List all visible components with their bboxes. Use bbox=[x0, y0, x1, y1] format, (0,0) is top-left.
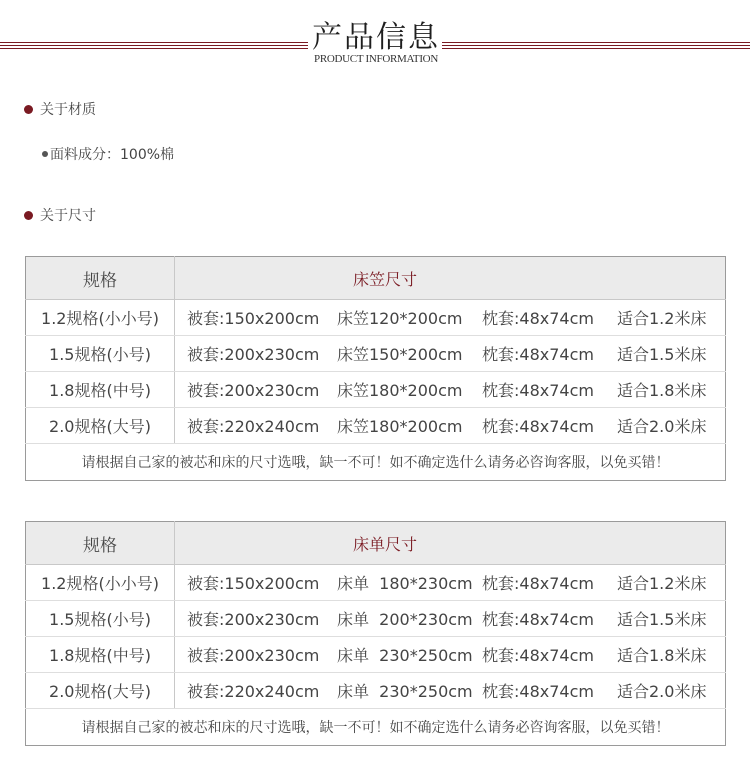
row-details bbox=[175, 601, 726, 637]
pillow-size: 枕套:48x74cm bbox=[482, 381, 594, 400]
header-rule-right bbox=[442, 42, 750, 49]
table-row bbox=[26, 601, 726, 637]
bed-fit: 适合2.0米床 bbox=[617, 417, 707, 436]
fabric-text: 面料成分：100%棉 bbox=[50, 147, 175, 163]
bed-fit: 适合1.5米床 bbox=[617, 345, 707, 364]
pillow-size: 枕套:48x74cm bbox=[482, 417, 594, 436]
fitted-sheet-size-table bbox=[25, 256, 726, 481]
pillow-size: 枕套:48x74cm bbox=[482, 646, 594, 665]
header-rule-left bbox=[0, 42, 308, 49]
bed-fit: 适合2.0米床 bbox=[617, 682, 707, 701]
sheet-size: 床笠180*200cm bbox=[337, 381, 463, 400]
table-row bbox=[26, 372, 726, 408]
bullet-dot-icon bbox=[24, 211, 33, 220]
table-row bbox=[26, 673, 726, 709]
duvet-size: 被套:220x240cm bbox=[187, 682, 320, 701]
row-details bbox=[175, 565, 726, 601]
pillow-size: 枕套:48x74cm bbox=[482, 309, 594, 328]
table-row bbox=[26, 300, 726, 336]
small-bullet-icon bbox=[42, 151, 48, 157]
table-header-row bbox=[26, 257, 726, 300]
material-section-heading bbox=[24, 99, 96, 119]
row-spec: 2.0规格(大号) bbox=[26, 408, 175, 444]
duvet-size: 被套:150x200cm bbox=[187, 574, 320, 593]
column-header-spec: 规格 bbox=[26, 522, 175, 565]
row-details bbox=[175, 673, 726, 709]
column-header-size: 床单尺寸 bbox=[175, 522, 726, 565]
table-header-row bbox=[26, 522, 726, 565]
table-row bbox=[26, 565, 726, 601]
flat-sheet-size-table bbox=[25, 521, 726, 746]
duvet-size: 被套:200x230cm bbox=[187, 345, 320, 364]
table-note-row bbox=[26, 709, 726, 746]
row-spec: 2.0规格(大号) bbox=[26, 673, 175, 709]
pillow-size: 枕套:48x74cm bbox=[482, 682, 594, 701]
row-details bbox=[175, 637, 726, 673]
bed-fit: 适合1.8米床 bbox=[617, 381, 707, 400]
bed-fit: 适合1.5米床 bbox=[617, 610, 707, 629]
sheet-size: 床笠120*200cm bbox=[337, 309, 463, 328]
pillow-size: 枕套:48x74cm bbox=[482, 610, 594, 629]
row-details bbox=[175, 372, 726, 408]
sizing-note: 请根据自己家的被芯和床的尺寸选哦，缺一不可！如不确定选什么请务必咨询客服，以免买错！ bbox=[81, 720, 670, 736]
table-row bbox=[26, 637, 726, 673]
sheet-size: 床笠180*200cm bbox=[337, 417, 463, 436]
bed-fit: 适合1.8米床 bbox=[617, 646, 707, 665]
bullet-dot-icon bbox=[24, 105, 33, 114]
sheet-size: 床单 230*250cm bbox=[337, 646, 473, 665]
sheet-size: 床单 180*230cm bbox=[337, 574, 473, 593]
pillow-size: 枕套:48x74cm bbox=[482, 345, 594, 364]
row-spec: 1.2规格(小小号) bbox=[26, 565, 175, 601]
sheet-size: 床笠150*200cm bbox=[337, 345, 463, 364]
duvet-size: 被套:150x200cm bbox=[187, 309, 320, 328]
duvet-size: 被套:200x230cm bbox=[187, 381, 320, 400]
fabric-composition bbox=[42, 144, 174, 164]
page-header bbox=[0, 0, 750, 70]
table-row bbox=[26, 336, 726, 372]
size-section-heading bbox=[24, 205, 96, 225]
column-header-spec: 规格 bbox=[26, 257, 175, 300]
pillow-size: 枕套:48x74cm bbox=[482, 574, 594, 593]
row-details bbox=[175, 408, 726, 444]
sheet-size: 床单 200*230cm bbox=[337, 610, 473, 629]
material-label: 关于材质 bbox=[40, 102, 96, 118]
size-label: 关于尺寸 bbox=[40, 208, 96, 224]
sizing-note: 请根据自己家的被芯和床的尺寸选哦，缺一不可！如不确定选什么请务必咨询客服，以免买错！ bbox=[81, 455, 670, 471]
bed-fit: 适合1.2米床 bbox=[617, 309, 707, 328]
row-spec: 1.5规格(小号) bbox=[26, 601, 175, 637]
page-subtitle: PRODUCT INFORMATION bbox=[314, 53, 438, 65]
row-details bbox=[175, 300, 726, 336]
column-header-size: 床笠尺寸 bbox=[175, 257, 726, 300]
page-title: 产品信息 bbox=[312, 20, 440, 55]
row-details bbox=[175, 336, 726, 372]
row-spec: 1.5规格(小号) bbox=[26, 336, 175, 372]
table-row bbox=[26, 408, 726, 444]
table-note-row bbox=[26, 444, 726, 481]
row-spec: 1.8规格(中号) bbox=[26, 637, 175, 673]
row-spec: 1.8规格(中号) bbox=[26, 372, 175, 408]
duvet-size: 被套:200x230cm bbox=[187, 646, 320, 665]
duvet-size: 被套:220x240cm bbox=[187, 417, 320, 436]
sheet-size: 床单 230*250cm bbox=[337, 682, 473, 701]
row-spec: 1.2规格(小小号) bbox=[26, 300, 175, 336]
bed-fit: 适合1.2米床 bbox=[617, 574, 707, 593]
duvet-size: 被套:200x230cm bbox=[187, 610, 320, 629]
